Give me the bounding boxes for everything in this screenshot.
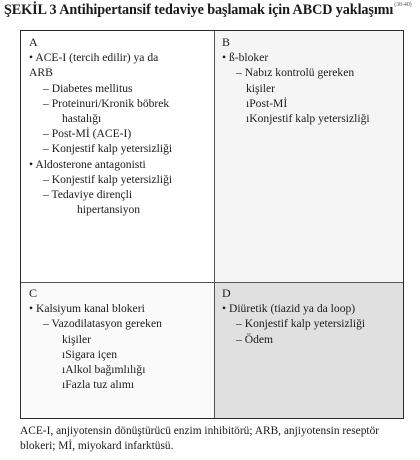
quadrant-a-line: hipertansiyon: [77, 203, 141, 217]
figure-title: [4, 2, 412, 19]
quadrant-a-letter: A: [29, 35, 38, 49]
figure-title-reference: (38-40): [394, 2, 412, 8]
quadrant-c-line: kişiler: [62, 332, 91, 346]
quadrant-c-line: • Kalsiyum kanal blokeri: [29, 302, 145, 316]
quadrant-a-line: – Konjestif kalp yetersizliği: [43, 172, 173, 186]
quadrant-c-letter: C: [29, 286, 38, 300]
quadrant-a-line: – Proteinuri/Kronik böbrek: [43, 96, 170, 110]
horizontal-divider: [21, 282, 403, 283]
quadrant-d: [214, 282, 403, 418]
quadrant-a-line: • Aldosterone antagonisti: [29, 157, 146, 171]
quadrant-a-line: – Konjestif kalp yetersizliği: [43, 142, 173, 156]
quadrant-b-line: ıKonjestif kalp yetersizliği: [246, 112, 370, 126]
quadrant-a-line: ARB: [29, 66, 53, 80]
quadrant-c-line: ıSigara içen: [62, 347, 118, 361]
quadrant-b: [214, 31, 403, 282]
quadrant-c-line: ıFazla tuz alımı: [62, 378, 135, 392]
quadrant-a: [21, 31, 214, 282]
quadrant-c-line: – Vazodilatasyon gereken: [43, 317, 162, 331]
quadrant-d-letter: D: [222, 286, 231, 300]
quadrant-d-line: – Konjestif kalp yetersizliği: [236, 317, 366, 331]
quadrant-a-line: hastalığı: [62, 112, 102, 126]
quadrant-c-line: ıAlkol bağımlılığı: [62, 363, 146, 377]
quadrant-c: [21, 282, 214, 418]
quadrant-b-letter: B: [222, 35, 231, 49]
quadrant-b-line: kişiler: [246, 81, 275, 95]
quadrant-d-line: – Ödem: [236, 332, 274, 346]
figure-title-text: ŞEKİL 3 Antihipertansif tedaviye başlamak için ABCD yaklaşımı: [4, 2, 394, 18]
figure-footnote: ACE-I, anjiyotensin dönüştürücü enzim inhibitörü; ARB, anjiyotensin reseptör blokeri; Mİ, miyokard infarktüsü.: [20, 425, 380, 452]
quadrant-a-line: – Post-Mİ (ACE-I): [43, 127, 132, 141]
quadrant-b-line: ıPost-Mİ: [246, 96, 288, 110]
quadrant-a-line: • ACE-I (tercih edilir) ya da: [29, 51, 159, 65]
quadrant-d-line: • Diüretik (tiazid ya da loop): [222, 302, 356, 316]
quadrant-b-line: – Nabız kontrolü gereken: [236, 66, 355, 80]
abcd-grid: [20, 30, 404, 419]
quadrant-a-line: – Diabetes mellitus: [43, 81, 133, 95]
vertical-divider: [214, 31, 215, 418]
quadrant-a-line: – Tedaviye dirençli: [43, 188, 133, 202]
quadrant-b-line: • ß-bloker: [222, 51, 269, 65]
